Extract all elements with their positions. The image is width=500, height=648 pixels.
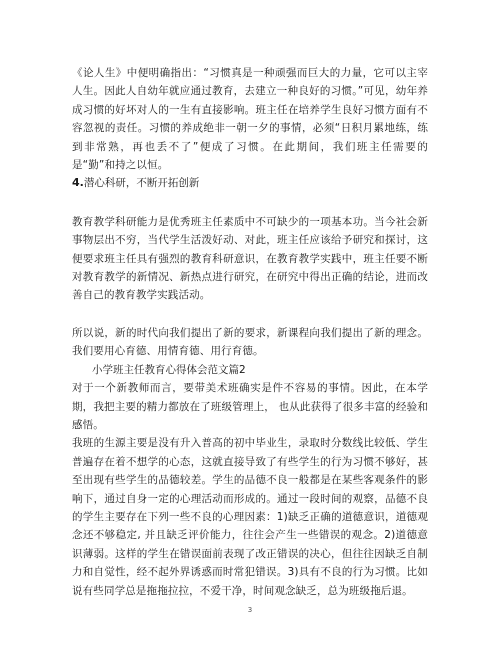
paragraph-conclusion: 所以说，新的时代向我们提出了新的要求，新课程向我们提出了新的理念。我们要用心育德、用情育德、用行育德。 — [72, 326, 428, 358]
section-number: 4. — [72, 176, 84, 190]
section-heading-text: 潜心科研，不断开拓创新 — [83, 177, 200, 190]
paragraph-habits: 《论人生》中便明确指出：“习惯真是一种顽强而巨大的力量，它可以主宰人生。因此人自幼年就应通过教育，去建立一种良好的习惯。”可见，幼年养成习惯的好坏对人的一生有直接影响。班主任在培养学生良好习惯方面有不容忽视的责任。习惯的养成绝非一朝一夕的事情，必须“日积月累地练，练到非常熟，再也丢不了”便成了习惯。在此期间，我们班主任需要的是“勤”和持之以恒。 — [72, 67, 428, 172]
spacer — [72, 193, 428, 213]
paragraph-new-teacher: 对于一个新教师而言，要带美术班确实是件不容易的事情。因此，在本学期，我把主要的精力都放在了班级管理上， 也从此获得了很多丰富的经验和感悟。 — [72, 382, 428, 431]
page-content — [72, 64, 428, 600]
spacer — [72, 305, 428, 324]
section-heading — [72, 174, 428, 192]
article-title: 小学班主任教育心得体会范文篇2 — [92, 363, 246, 376]
paragraph-students: 我班的生源主要是没有升入普高的初中毕业生，录取时分数线比较低、学生普遍存在着不想学的心态，这就直接导致了有些学生的行为习惯不够好，甚至出现有些学生的品德较差。学生的品德不良一般都是在某些客观条件的影响下，通过自身一定的心理活动而形成的。通过一段时间的观察，品德不良的学生主要存在下列一些不良的心理因素：1)缺乏正确的道德意识，道德观念还不够稳定, 并且缺乏评价能力，往往会产生一些错误的观念。2)道德意识薄弱。这样的学生在错误面前表现了改正错误的决心，但往往因缺乏自制力和自觉性，经不起外界诱惑而时常犯错误。3)具有不良的行为习惯。比如说有些同学总是拖拖拉拉，不爱干净，时间观念缺乏，总为班级拖后退。 — [72, 437, 428, 597]
page-number: 3 — [247, 606, 253, 614]
paragraph-research: 教育教学科研能力是优秀班主任素质中不可缺少的一项基本功。当今社会新事物层出不穷，当代学生活泼好动、对此，班主任应该给予研究和探讨，这便要求班主任具有强烈的教育科研意识，在教育教学实践中，班主任要不断对教育教学的新情况、新热点进行研究，在研究中得出正确的结论，进而改善自己的教育教学实践活动。 — [72, 215, 428, 302]
